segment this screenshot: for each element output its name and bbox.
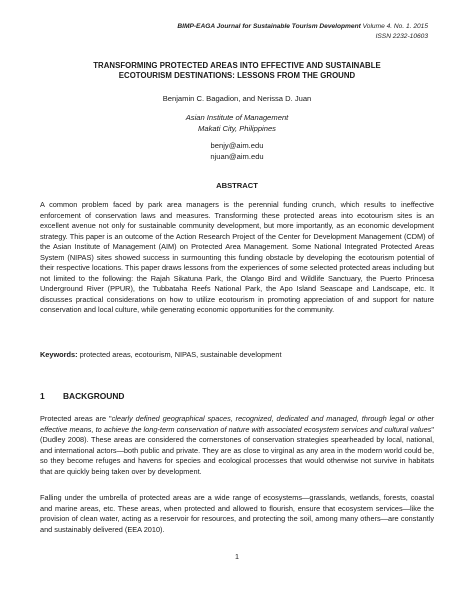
keywords-list: protected areas, ecotourism, NIPAS, sustainable development [77,350,282,359]
journal-citation [177,22,428,32]
abstract-text: A common problem faced by park area managers is the perennial funding crunch, which results to ineffective enforcement of conservation laws and measures. Transforming these protected areas into ecotourism sites is an excellent avenue not only for sustainable community development, but more importantly, as an economic development strategy. This paper is an outcome of the Action Research Project of the Center for Development Management (CDM) of the Asian Institute of Management (AIM) on Protected Area Management. Some National Integrated Protected Areas System (NIPAS) sites showed success in surmounting this funding obstacle by developing the ecotourism potential of their respective locations. This paper draws lessons from the experiences of some selected protected areas including but not limited to the following: the Rajah Sikatuna Park, the Olango Bird and Wildlife Sanctuary, the Puerto Princesa Underground River (PPUR), the Tubbataha Reefs National Park, the Apo Island Seascape and Landscape, etc. It discusses practical considerations on how to utilize ecotourism in promoting appreciation of and support for nature conservation and local culture, while generating economic opportunities for the community. [40,200,434,315]
paragraph-1-rest: " (Dudley 2008). These areas are considered the cornerstones of conservation strategies spearheaded by local, national, and international actors—both public and private. They are as close to virginal as any area in the modern world could be, so they become refuges and havens for species and ecological processes that would otherwise not survive in habitats that are quickly being taken over by development. [40,424,434,476]
affiliation-institution: Asian Institute of Management [185,113,289,122]
author-emails [0,141,474,162]
author-email-1: benjy@aim.edu [210,141,264,150]
paragraph-1-quote: clearly defined geographical spaces, recognized, dedicated and managed, through legal or other effective means, to achieve the long-term conservation of nature with associated ecosystem services and cultural values [40,414,434,434]
body-paragraph-1 [40,414,434,477]
author-list: Benjamin C. Bagadion, and Nerissa D. Juan [162,94,312,103]
journal-name: BIMP-EAGA Journal for Sustainable Tourism Development [177,23,361,30]
author-email-2: njuan@aim.edu [210,151,264,161]
section-heading [40,391,124,401]
keywords-label: Keywords: [40,350,78,359]
paper-title-line-1: TRANSFORMING PROTECTED AREAS INTO EFFECTIVE AND SUSTAINABLE [93,61,381,70]
abstract-heading: ABSTRACT [216,181,258,190]
journal-issn: ISSN 2232-10603 [375,32,428,40]
section-title: BACKGROUND [63,391,125,401]
page-number: 1 [235,552,239,561]
affiliation-location: Makati City, Philippines [198,123,276,133]
journal-header [177,22,428,41]
paper-title [40,61,434,81]
paragraph-1-lead: Protected areas are " [40,414,112,423]
paper-title-line-2: ECOTOURISM DESTINATIONS: LESSONS FROM THE GROUND [118,71,356,80]
section-number: 1 [40,391,45,401]
journal-volume: Volume 4. No. 1. 2015 [360,23,428,30]
body-paragraph-2: Falling under the umbrella of protected areas are a wide range of ecosystems—grasslands, wetlands, forests, coastal and marine areas, etc. These areas, when protected and allowed to flourish, ensure that ecosystem services—like the provision of clean water, acting as a reservoir for resources, and protecting the soil, among many others—are constantly and sustainably delivered (EEA 2010). [40,493,434,534]
affiliation [0,113,474,134]
keywords [40,350,434,361]
